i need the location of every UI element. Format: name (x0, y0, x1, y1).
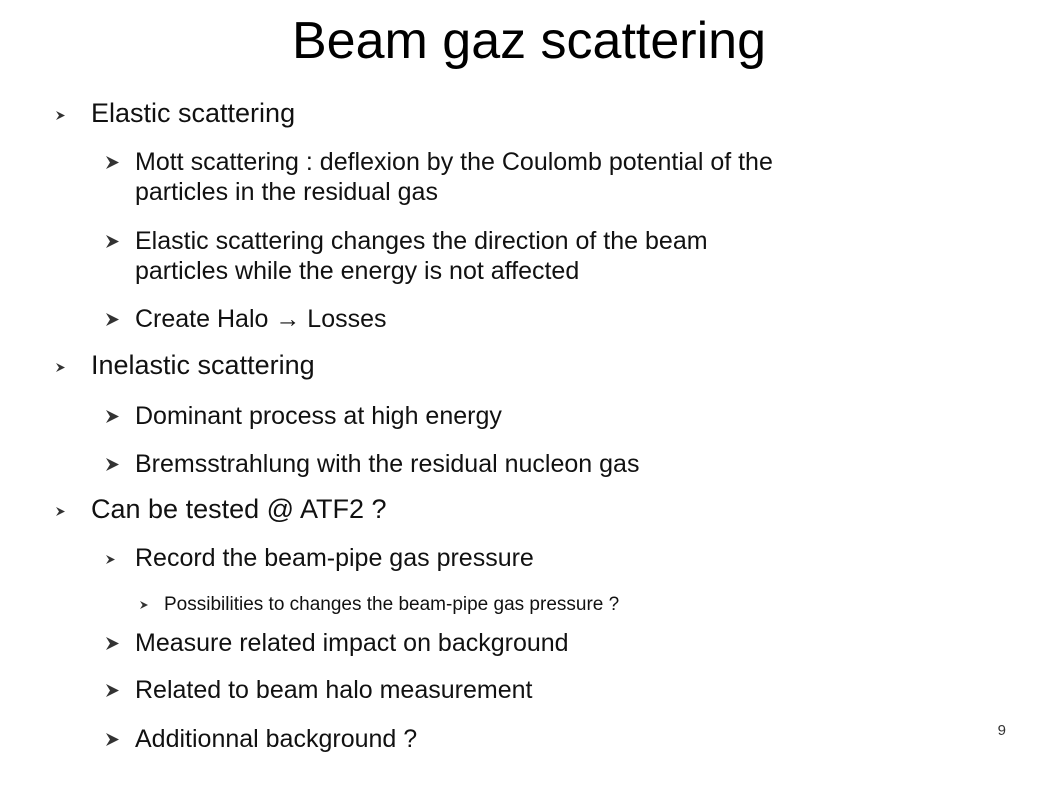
list-item (106, 304, 387, 334)
arrowhead-bullet-icon (106, 156, 119, 169)
list-item (106, 226, 708, 286)
list-item-text: Mott scattering : deflexion by the Coulomb potential of the (135, 148, 773, 176)
list-item-text: Related to beam halo measurement (135, 676, 533, 704)
arrowhead-bullet-icon (106, 637, 119, 650)
arrowhead-bullet-icon (56, 363, 65, 372)
list-item-text: Elastic scattering changes the direction of the beam (135, 227, 708, 255)
page-number: 9 (997, 722, 1006, 739)
list-item (106, 628, 569, 658)
arrowhead-bullet-icon (140, 601, 148, 609)
list-item (56, 98, 295, 129)
list-item (106, 675, 532, 705)
list-item-text: Elastic scattering (91, 98, 296, 128)
list-item (56, 494, 387, 525)
list-item-text: Can be tested @ ATF2 ? (91, 494, 387, 524)
arrowhead-bullet-icon (106, 313, 119, 326)
arrowhead-bullet-icon (56, 111, 65, 120)
list-item-text: Inelastic scattering (91, 350, 315, 380)
list-item-text: Bremsstrahlung with the residual nucleon gas (135, 450, 640, 478)
list-item (106, 543, 534, 573)
list-item (140, 593, 619, 617)
arrowhead-bullet-icon (106, 684, 119, 697)
list-item-text: Measure related impact on background (135, 629, 569, 657)
list-item-continuation: particles while the energy is not affected (135, 257, 580, 285)
list-item-continuation: particles in the residual gas (135, 178, 438, 206)
list-item-text: Possibilities to changes the beam-pipe gas pressure ? (164, 594, 620, 615)
slide-title: Beam gaz scattering (291, 12, 767, 70)
list-item (106, 724, 417, 754)
list-item-text: Dominant process at high energy (135, 402, 502, 430)
arrowhead-bullet-icon (56, 507, 65, 516)
arrowhead-bullet-icon (106, 555, 115, 564)
arrowhead-bullet-icon (106, 458, 119, 471)
list-item-text: Create Halo → Losses (135, 305, 387, 333)
list-item (106, 449, 639, 479)
list-item-text: Record the beam-pipe gas pressure (135, 544, 534, 572)
arrowhead-bullet-icon (106, 235, 119, 248)
list-item (106, 147, 773, 207)
arrowhead-bullet-icon (106, 410, 119, 423)
list-item-text: Additionnal background ? (135, 725, 418, 753)
list-item (56, 350, 315, 381)
list-item (106, 401, 502, 431)
arrowhead-bullet-icon (106, 733, 119, 746)
